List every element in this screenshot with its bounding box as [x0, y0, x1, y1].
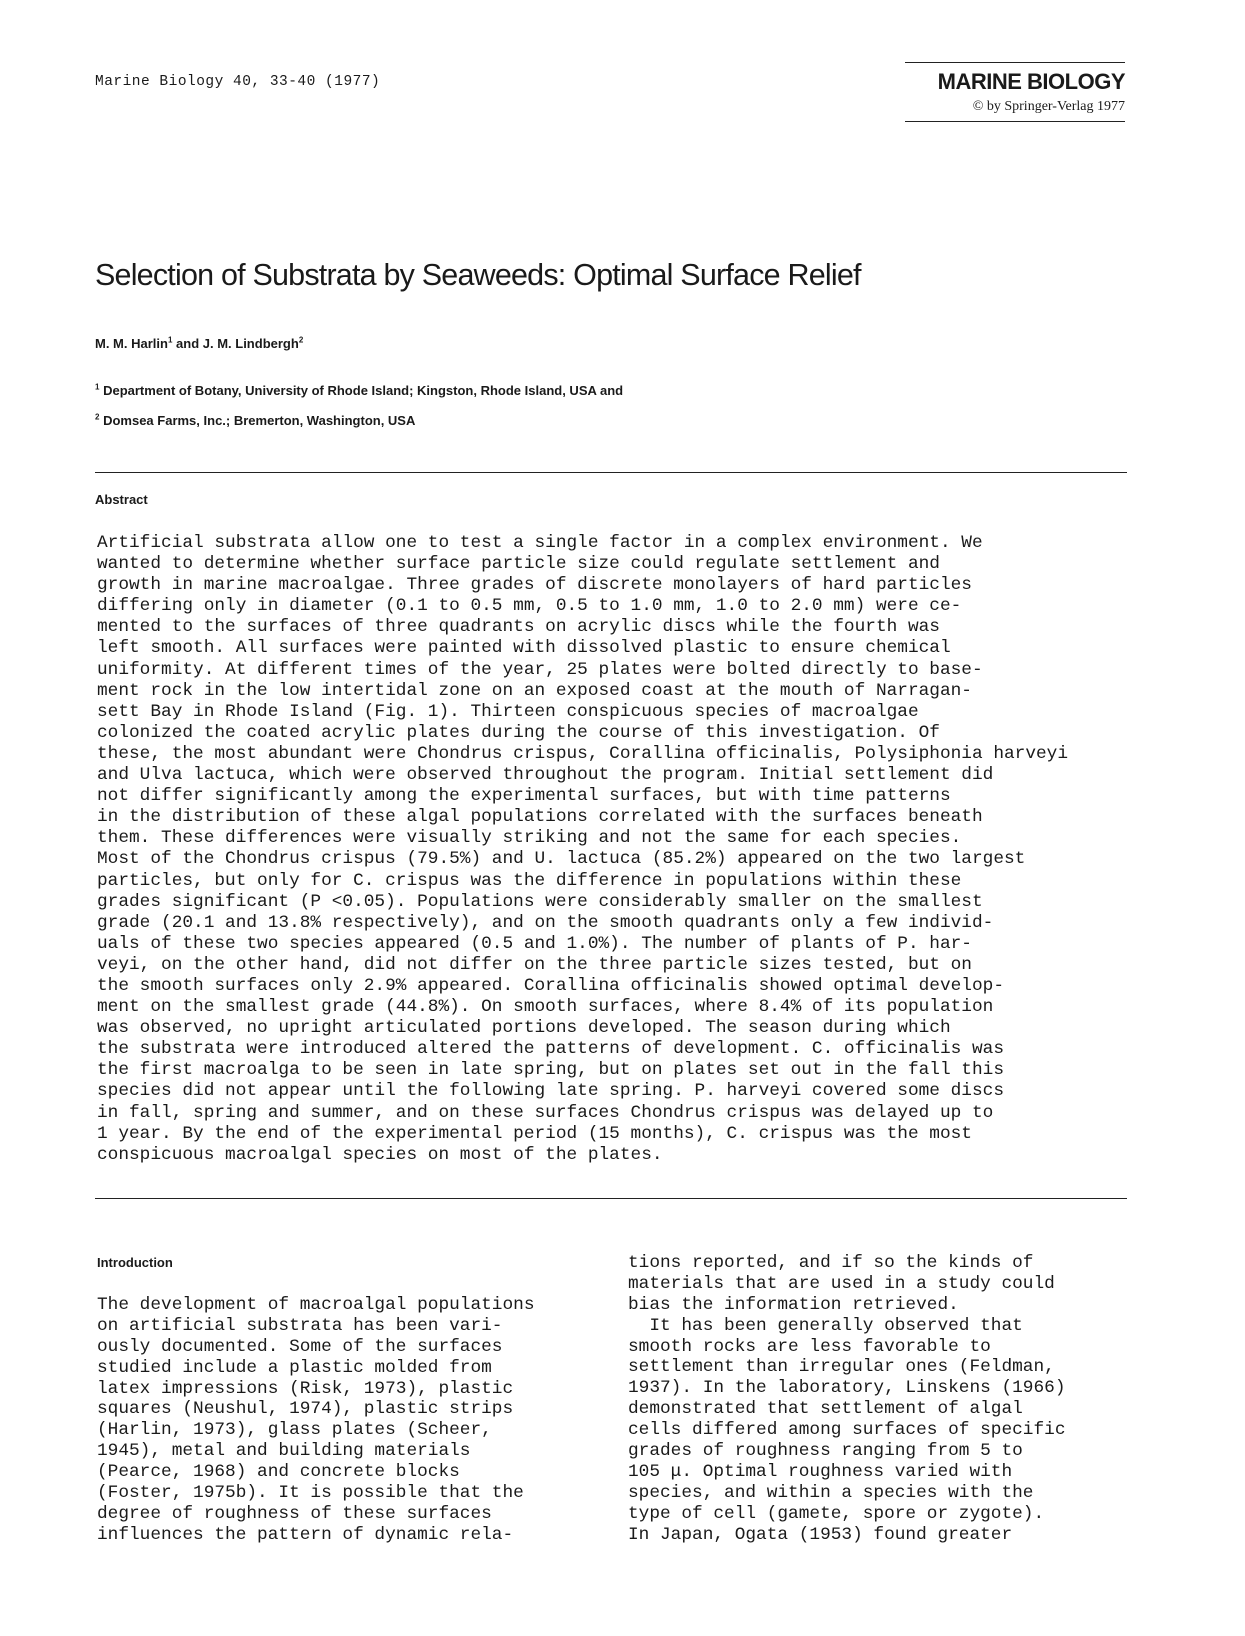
text-line: on artificial substrata has been vari-	[97, 1315, 503, 1336]
journal-citation: Marine Biology 40, 33-40 (1977)	[95, 74, 381, 90]
text-line: growth in marine macroalgae. Three grades of discrete monolayers of hard particles	[97, 575, 972, 596]
text-line: 1945), metal and building materials	[97, 1441, 471, 1462]
text-line: 1 year. By the end of the experimental period (15 months), C. crispus was the most	[97, 1123, 972, 1144]
affiliation-2	[95, 413, 415, 428]
paper-title: Selection of Substrata by Seaweeds: Optimal Surface Relief	[95, 258, 861, 292]
text-line: grades significant (P <0.05). Populations were considerably smaller on the smallest	[97, 891, 983, 912]
text-line: the first macroalga to be seen in late spring, but on plates set out in the fall this	[97, 1060, 1004, 1081]
affiliation-text: Department of Botany, University of Rhode Island; Kingston, Rhode Island, USA and	[103, 383, 624, 398]
text-line: demonstrated that settlement of algal	[628, 1399, 1023, 1420]
affiliation-1	[95, 383, 623, 398]
abstract-heading: Abstract	[95, 492, 148, 507]
text-line: left smooth. All surfaces were painted with dissolved plastic to ensure chemical	[97, 638, 951, 659]
text-line: Artificial substrata allow one to test a single factor in a complex environment. We	[97, 533, 983, 553]
text-line: It has been generally observed that	[628, 1315, 1023, 1336]
affiliation-text: Domsea Farms, Inc.; Bremerton, Washington, USA	[103, 413, 416, 428]
text-line: 1937). In the laboratory, Linskens (1966)	[628, 1378, 1066, 1399]
text-line: bias the information retrieved.	[628, 1294, 959, 1315]
text-line: degree of roughness of these surfaces	[97, 1503, 492, 1524]
text-line: 105 μ. Optimal roughness varied with	[628, 1461, 1013, 1482]
text-line: in the distribution of these algal populations correlated with the surfaces beneath	[97, 807, 983, 828]
introduction-heading: Introduction	[97, 1255, 173, 1270]
introduction-column-right	[628, 1253, 1188, 1545]
text-line: ment on the smallest grade (44.8%). On smooth surfaces, where 8.4% of its population	[97, 997, 994, 1018]
text-line: veyi, on the other hand, did not differ on the three particle sizes tested, but on	[97, 954, 972, 975]
text-line: was observed, no upright articulated portions developed. The season during which	[97, 1018, 951, 1039]
text-line: ously documented. Some of the surfaces	[97, 1336, 503, 1357]
author-line	[95, 336, 303, 351]
text-line: ment rock in the low intertidal zone on an exposed coast at the mouth of Narragan-	[97, 680, 972, 701]
text-line: uals of these two species appeared (0.5 and 1.0%). The number of plants of P. har-	[97, 933, 972, 954]
text-line: studied include a plastic molded from	[97, 1357, 492, 1378]
text-line: species did not appear until the following late spring. P. harveyi covered some discs	[97, 1081, 1004, 1102]
affiliation-mark: 2	[95, 412, 100, 422]
text-line: species, and within a species with the	[628, 1482, 1034, 1503]
text-line: settlement than irregular ones (Feldman,	[628, 1357, 1055, 1378]
text-line: In Japan, Ogata (1953) found greater	[628, 1524, 1013, 1545]
text-line: (Pearce, 1968) and concrete blocks	[97, 1462, 460, 1483]
text-line: wanted to determine whether surface particle size could regulate settlement and	[97, 554, 940, 575]
text-line: in fall, spring and summer, and on these surfaces Chondrus crispus was delayed up to	[97, 1102, 994, 1123]
text-line: grade (20.1 and 13.8% respectively), and on the smooth quadrants only a few individ-	[97, 912, 994, 933]
text-line: materials that are used in a study could	[628, 1273, 1055, 1294]
text-line: influences the pattern of dynamic rela-	[97, 1524, 514, 1545]
text-line: the smooth surfaces only 2.9% appeared. Corallina officinalis showed optimal develop-	[97, 975, 1004, 996]
author-joiner: and	[172, 336, 203, 351]
text-line: differing only in diameter (0.1 to 0.5 mm, 0.5 to 1.0 mm, 1.0 to 2.0 mm) were ce-	[97, 596, 962, 617]
text-line: and Ulva lactuca, which were observed throughout the program. Initial settlement did	[97, 765, 994, 786]
text-line: tions reported, and if so the kinds of	[628, 1253, 1034, 1273]
text-line: cells differed among surfaces of specific	[628, 1420, 1066, 1441]
text-line: (Foster, 1975b). It is possible that the	[97, 1483, 524, 1504]
copyright-line: © by Springer-Verlag 1977	[905, 99, 1125, 122]
text-line: mented to the surfaces of three quadrants on acrylic discs while the fourth was	[97, 617, 940, 638]
text-line: The development of macroalgal populations	[97, 1295, 535, 1315]
text-line: smooth rocks are less favorable to	[628, 1336, 991, 1357]
introduction-column-left	[97, 1295, 617, 1546]
text-line: sett Bay in Rhode Island (Fig. 1). Thirteen conspicuous species of macroalgae	[97, 701, 919, 722]
text-line: the substrata were introduced altered the patterns of development. C. officinalis was	[97, 1039, 1004, 1060]
text-line: colonized the coated acrylic plates during the course of this investigation. Of	[97, 722, 940, 743]
text-line: not differ significantly among the experimental surfaces, but with time patterns	[97, 786, 951, 807]
text-line: particles, but only for C. crispus was the difference in populations within these	[97, 870, 962, 891]
text-line: uniformity. At different times of the year, 25 plates were bolted directly to base-	[97, 659, 983, 680]
author-harlin-affiliation-mark: 1	[167, 335, 173, 345]
journal-masthead	[905, 62, 1125, 122]
abstract-bottom-divider	[95, 1198, 1127, 1199]
text-line: squares (Neushul, 1974), plastic strips	[97, 1399, 514, 1420]
text-line: grades of roughness ranging from 5 to	[628, 1441, 1023, 1462]
affiliation-mark: 1	[95, 382, 100, 392]
author-harlin: M. M. Harlin	[95, 336, 168, 351]
text-line: type of cell (gamete, spore or zygote).	[628, 1503, 1045, 1524]
text-line: Most of the Chondrus crispus (79.5%) and U. lactuca (85.2%) appeared on the two largest	[97, 849, 1026, 870]
abstract-body	[97, 533, 1172, 1166]
author-lindbergh-affiliation-mark: 2	[298, 335, 304, 345]
text-line: conspicuous macroalgal species on most of the plates.	[97, 1144, 663, 1165]
text-line: (Harlin, 1973), glass plates (Scheer,	[97, 1420, 492, 1441]
text-line: latex impressions (Risk, 1973), plastic	[97, 1378, 514, 1399]
journal-name: MARINE BIOLOGY	[937, 69, 1125, 94]
text-line: these, the most abundant were Chondrus crispus, Corallina officinalis, Polysiphonia harveyi	[97, 743, 1069, 764]
text-line: them. These differences were visually striking and not the same for each species.	[97, 828, 962, 849]
abstract-top-divider	[95, 472, 1127, 473]
author-lindbergh: J. M. Lindbergh	[202, 336, 299, 351]
